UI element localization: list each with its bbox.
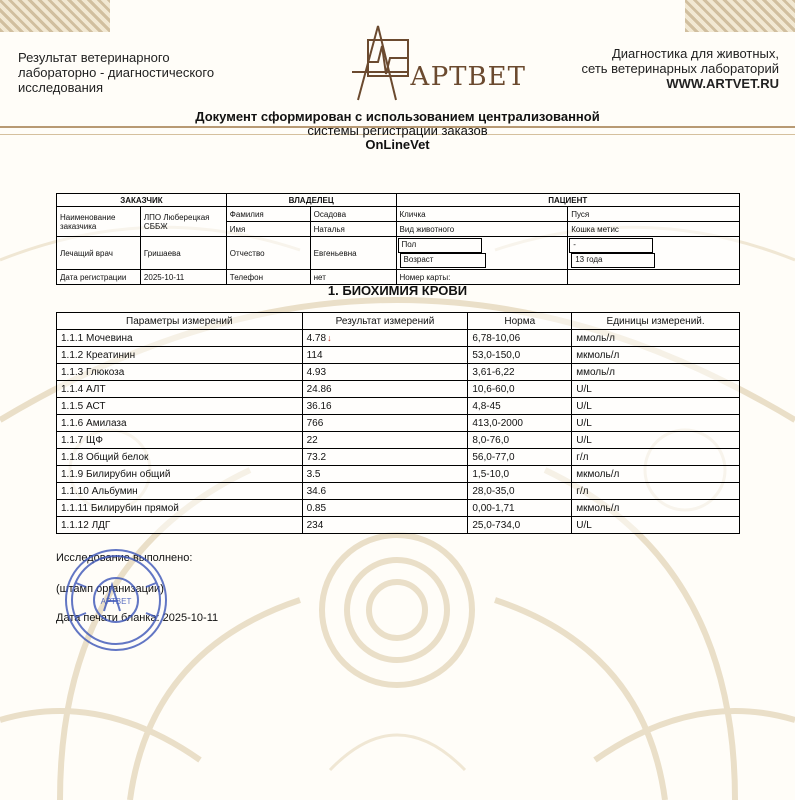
result-norm: 413,0-2000 [468,415,572,432]
species-label: Вид животного [396,222,568,237]
result-param: 1.1.2 Креатинин [57,347,303,364]
result-value-text: 22 [306,434,318,446]
result-unit: г/л [572,483,740,500]
phone-label: Телефон [226,270,310,285]
result-param: 1.1.11 Билирубин прямой [57,500,303,517]
result-value [302,483,468,500]
result-param: 1.1.9 Билирубин общий [57,466,303,483]
result-norm: 53,0-150,0 [468,347,572,364]
result-row [57,466,740,483]
result-value [302,432,468,449]
result-param: 1.1.12 ЛДГ [57,517,303,534]
patronymic: Евгеньевна [310,237,396,270]
patient-header: ПАЦИЕНТ [396,194,739,207]
doctor-label: Лечащий врач [57,237,141,270]
result-value-text: 4.93 [306,366,327,378]
result-value [302,330,468,347]
website-link[interactable]: WWW.ARTVET.RU [666,76,779,91]
result-norm: 4,8-45 [468,398,572,415]
age-value: 13 года [571,253,655,268]
result-param: 1.1.5 АСТ [57,398,303,415]
nickname-label: Кличка [396,207,568,222]
result-value-text: 0.85 [306,502,327,514]
sex-age-left [396,237,568,270]
result-value [302,415,468,432]
result-value-text: 36.16 [306,400,332,412]
result-row [57,449,740,466]
result-norm: 28,0-35,0 [468,483,572,500]
result-value [302,398,468,415]
result-row [57,415,740,432]
result-value [302,364,468,381]
doc-head-line1: Документ сформирован с использованием централизованной [195,109,600,124]
result-value-text: 3.5 [306,468,321,480]
result-norm: 6,78-10,06 [468,330,572,347]
result-value [302,517,468,534]
doc-head-line3: OnLineVet [365,137,430,152]
name-label: Имя [226,222,310,237]
results-table [56,312,740,534]
result-value [302,466,468,483]
customer-header: ЗАКАЗЧИК [57,194,227,207]
result-norm: 10,6-60,0 [468,381,572,398]
result-unit: U/L [572,381,740,398]
low-flag-arrow-icon: ↓ [327,332,332,343]
lab-title-line: исследования [18,80,104,95]
network-line: Диагностика для животных, [611,46,779,61]
print-date: Дата печати бланка: 2025-10-11 [56,612,219,624]
result-norm: 0,00-1,71 [468,500,572,517]
col-header-value: Результат измерений [302,313,468,330]
result-unit: U/L [572,398,740,415]
result-unit: U/L [572,415,740,432]
doc-head-line2: системы регистрации заказов [307,123,488,138]
result-unit: мкмоль/л [572,500,740,517]
stamp-label: (штамп организации) [56,583,164,595]
result-param: 1.1.4 АЛТ [57,381,303,398]
result-unit: ммоль/л [572,330,740,347]
result-unit: мкмоль/л [572,466,740,483]
reg-date-label: Дата регистрации [57,270,141,285]
nickname: Пуся [568,207,740,222]
card-label: Номер карты: [396,270,568,285]
result-unit: ммоль/л [572,364,740,381]
network-line: сеть ветеринарных лабораторий [581,61,779,76]
age-label: Возраст [400,253,486,268]
result-row [57,330,740,347]
section-title: 1. БИОХИМИЯ КРОВИ [327,283,468,298]
sex-age-right [568,237,740,270]
done-text: Исследование выполнено: [56,552,193,564]
col-header-unit: Единицы измерений. [572,313,740,330]
result-value-text: 234 [306,519,324,531]
result-param: 1.1.6 Амилаза [57,415,303,432]
reg-date: 2025-10-11 [140,270,226,285]
result-value-text: 766 [306,417,324,429]
result-row [57,381,740,398]
result-unit: U/L [572,432,740,449]
customer-name: ЛПО Люберецкая СББЖ [140,207,226,237]
result-norm: 25,0-734,0 [468,517,572,534]
stamp-center-text: АРТВЕТ [100,597,132,606]
result-param: 1.1.7 ЩФ [57,432,303,449]
customer-name-label: Наименование заказчика [57,207,141,237]
result-row [57,398,740,415]
organization-stamp-seal [62,543,170,658]
result-row [57,500,740,517]
result-row [57,347,740,364]
result-param: 1.1.3 Глюкоза [57,364,303,381]
sex-label: Пол [398,238,482,253]
lab-network-info [549,46,779,91]
species: Кошка метис [568,222,740,237]
result-unit: г/л [572,449,740,466]
phone: нет [310,270,396,285]
order-info-table [56,193,740,285]
lab-title [18,50,228,95]
result-unit: мкмоль/л [572,347,740,364]
result-value-text: 24.86 [306,383,332,395]
owner-name: Наталья [310,222,396,237]
result-unit: U/L [572,517,740,534]
result-value [302,347,468,364]
result-row [57,432,740,449]
result-value-text: 73.2 [306,451,327,463]
result-value-text: 114 [306,349,323,361]
result-norm: 3,61-6,22 [468,364,572,381]
patronymic-label: Отчество [226,237,310,270]
logo-text: АРТВЕТ [410,62,526,92]
surname: Осадова [310,207,396,222]
result-param: 1.1.8 Общий белок [57,449,303,466]
result-value [302,500,468,517]
result-param: 1.1.1 Мочевина [57,330,303,347]
results-header-row [57,313,740,330]
results-body [57,330,740,534]
doctor: Гришаева [140,237,226,270]
col-header-norm: Норма [468,313,572,330]
result-row [57,364,740,381]
result-norm: 56,0-77,0 [468,449,572,466]
result-norm: 1,5-10,0 [468,466,572,483]
result-value [302,381,468,398]
lab-title-line: Результат ветеринарного [18,50,170,65]
sex-value: - [569,238,653,253]
document-header [140,110,655,152]
result-param: 1.1.10 Альбумин [57,483,303,500]
col-header-param: Параметры измерений [57,313,303,330]
lab-title-line: лабораторно - диагностического [18,65,215,80]
result-row [57,483,740,500]
result-value-text: 4.78 [306,332,327,344]
surname-label: Фамилия [226,207,310,222]
result-value-text: 34.6 [306,485,327,497]
result-value [302,449,468,466]
owner-header: ВЛАДЕЛЕЦ [226,194,396,207]
result-norm: 8,0-76,0 [468,432,572,449]
result-row [57,517,740,534]
